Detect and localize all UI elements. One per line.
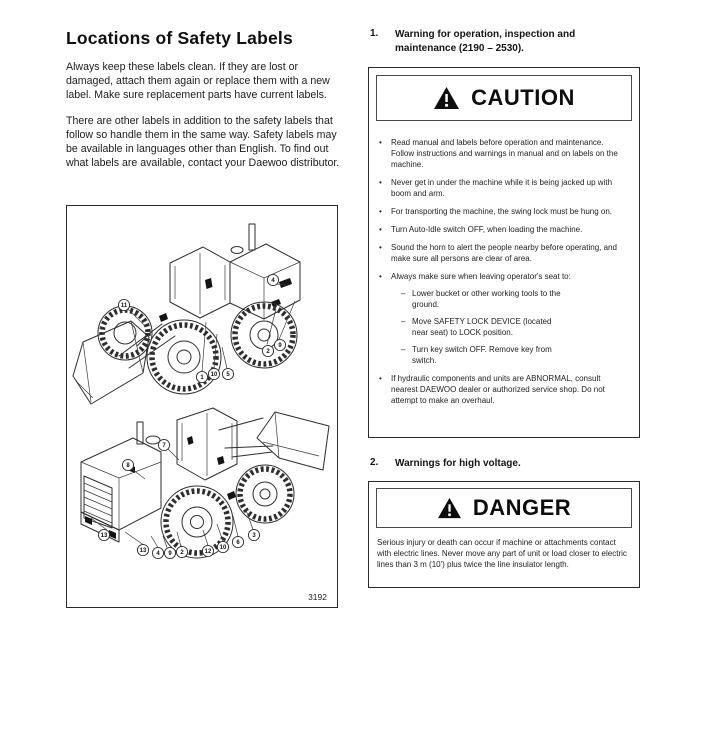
warning-triangle-icon xyxy=(437,497,462,519)
caution-title: CAUTION xyxy=(471,85,575,110)
svg-text:5: 5 xyxy=(226,372,230,379)
callout-12 xyxy=(202,545,213,556)
loader-rear-view xyxy=(81,408,329,559)
section-2-number: 2. xyxy=(370,457,379,468)
callout-4b xyxy=(152,547,163,558)
list-item: • Read manual and labels before operation and maintenance. Follow instructions and warnings in manual and on labels on the machine. xyxy=(379,138,618,169)
list-item: • For transporting the machine, the swing lock must be hung on. xyxy=(379,207,613,216)
callout-6 xyxy=(232,536,243,547)
section-1-heading xyxy=(370,28,613,55)
callout-10 xyxy=(208,368,219,379)
svg-text:6: 6 xyxy=(236,540,240,547)
callout-13 xyxy=(137,544,148,555)
list-item: • Never get in under the machine while it is being jacked up with boom and arm. xyxy=(379,178,613,198)
danger-title: DANGER xyxy=(472,495,572,520)
svg-text:1: 1 xyxy=(200,375,204,382)
figure-number: 3192 xyxy=(308,592,327,602)
caution-header xyxy=(376,75,632,121)
svg-text:4: 4 xyxy=(156,551,160,558)
callout-2 xyxy=(262,345,273,356)
svg-text:2: 2 xyxy=(180,550,184,557)
page-title: Locations of Safety Labels xyxy=(66,28,293,48)
section-2-title: Warnings for high voltage. xyxy=(395,458,521,469)
callout-4 xyxy=(267,274,278,285)
sub-list-item: – Move SAFETY LOCK DEVICE (located near seat) to LOCK position. xyxy=(401,317,552,337)
list-item: • Sound the horn to alert the people nearby before operating, and make sure all persons are clear of area. xyxy=(379,243,617,263)
svg-text:9: 9 xyxy=(168,551,172,558)
danger-box xyxy=(368,481,640,588)
bullet-marker: • xyxy=(379,272,382,281)
caution-bullet-list xyxy=(369,128,639,406)
caution-sub-list xyxy=(401,288,627,366)
callout-13-left xyxy=(98,529,109,540)
bullet-marker: • xyxy=(379,178,382,187)
left-column xyxy=(66,28,342,182)
callout-3 xyxy=(248,529,259,540)
callout-9b xyxy=(164,547,175,558)
list-item: • Always make sure when leaving operator's seat to: xyxy=(379,272,571,281)
callout-2b xyxy=(176,546,187,557)
wheel-loader-illustration xyxy=(67,206,336,606)
svg-text:13: 13 xyxy=(100,533,108,540)
callout-1 xyxy=(196,371,207,382)
section-1-title: Warning for operation, inspection and maintenance (2190 – 2530). xyxy=(395,29,576,54)
section-2-heading xyxy=(370,457,613,471)
section-1-number: 1. xyxy=(370,28,379,39)
dash-marker: – xyxy=(401,289,406,298)
dash-marker: – xyxy=(401,345,406,354)
intro-paragraph-1: Always keep these labels clean. If they are lost or damaged, attach them again or replace them with a new label. Make sure replacement parts have current labels. xyxy=(66,61,330,101)
warning-triangle-icon xyxy=(433,86,460,110)
intro-paragraph-2: There are other labels in addition to the safety labels that follow so handle them in the same way. Safety labels may be available in languages other than English. To find out what labels are available, contact your Daewoo distributor. xyxy=(66,115,340,169)
list-item: • If hydraulic components and units are ABNORMAL, consult nearest DAEWOO dealer or authorized service shop. Do not attempt to make an overhaul. xyxy=(379,374,605,405)
loader-front-view xyxy=(73,224,300,404)
callout-9 xyxy=(274,339,285,350)
callout-8 xyxy=(122,459,133,470)
svg-text:8: 8 xyxy=(126,463,130,470)
callout-7 xyxy=(158,439,169,450)
svg-text:3: 3 xyxy=(252,533,256,540)
svg-text:12: 12 xyxy=(204,549,212,556)
bullet-marker: • xyxy=(379,374,382,383)
bullet-marker: • xyxy=(379,138,382,147)
svg-text:10: 10 xyxy=(219,545,227,552)
svg-text:13: 13 xyxy=(139,548,147,555)
sub-list-item: – Turn key switch OFF. Remove key from switch. xyxy=(401,345,552,365)
caution-box xyxy=(368,67,640,438)
svg-text:2: 2 xyxy=(266,349,270,356)
svg-text:4: 4 xyxy=(271,278,275,285)
dash-marker: – xyxy=(401,317,406,326)
callout-10b xyxy=(217,541,228,552)
sub-list-item: – Lower bucket or other working tools to the ground. xyxy=(401,289,561,309)
danger-header xyxy=(376,488,632,528)
svg-text:11: 11 xyxy=(120,303,128,310)
svg-text:10: 10 xyxy=(210,372,218,379)
bullet-marker: • xyxy=(379,225,382,234)
danger-body-text: Serious injury or death can occur if machine or attachments contact with electric lines. Never move any part of unit or load closer to electric lines than 3 m (10') plus twice the line insulator length. xyxy=(377,538,627,569)
bullet-marker: • xyxy=(379,207,382,216)
bullet-marker: • xyxy=(379,243,382,252)
callout-5 xyxy=(222,368,233,379)
callout-11 xyxy=(118,299,129,310)
safety-label-locations-figure xyxy=(66,205,338,608)
svg-text:9: 9 xyxy=(278,343,282,350)
list-item: • Turn Auto-Idle switch OFF, when loading the machine. xyxy=(379,225,583,234)
svg-text:7: 7 xyxy=(162,443,166,450)
